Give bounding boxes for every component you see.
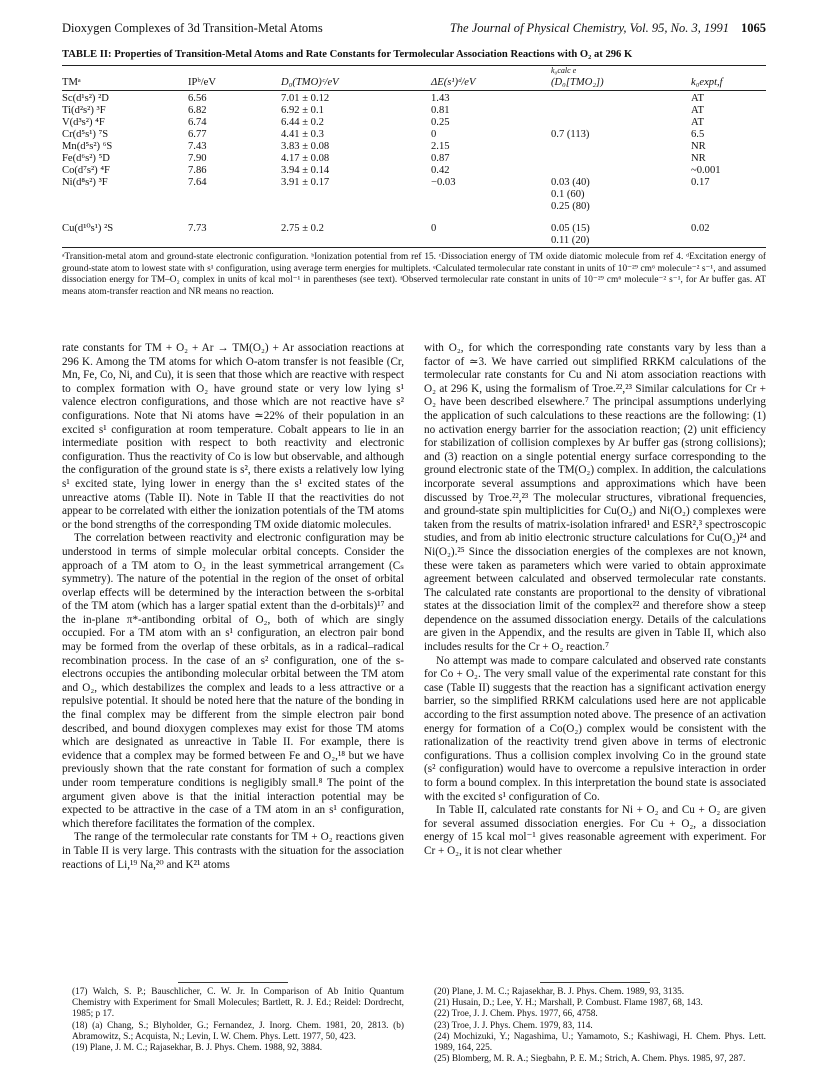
column-header-ip: IPᵇ/eV xyxy=(188,77,216,88)
table-cell-tm: Fe(d⁶s²) ⁵D xyxy=(62,153,110,164)
running-head xyxy=(62,20,766,36)
properties-table xyxy=(62,66,766,247)
table-row xyxy=(62,153,766,165)
reference-item: (17) Walch, S. P.; Bauschlicher, C. W. Jr. In Comparison of Ab Initio Quantum Chemistry with Experiment for Small Molecules; Bartlett, R. J. Ed.; Reidel: Dordrecht, 1985; p 17. xyxy=(72,987,404,1020)
table-cell-tm: Ti(d²s²) ³F xyxy=(62,105,106,116)
table-cell-calc xyxy=(551,117,691,129)
table-cell-ip: 6.77 xyxy=(188,129,207,140)
reference-item: (21) Husain, D.; Lee, Y. H.; Marshall, P. Combust. Flame 1987, 68, 143. xyxy=(434,998,703,1009)
table-cell-expt: ~0.001 xyxy=(691,165,721,176)
left-column xyxy=(62,342,404,872)
table-cell-expt: 0.02 xyxy=(691,223,710,234)
table-spacer-row xyxy=(62,213,766,223)
reference-item: (22) Troe, J. J. Chem. Phys. 1977, 66, 4758. xyxy=(434,1009,598,1020)
table-cell-calc xyxy=(551,105,691,117)
table-cell-d0: 6.92 ± 0.1 xyxy=(281,105,324,116)
table-footnotes: ᵃTransition-metal atom and ground-state electronic configuration. ᵇIonization potential from ref 15. ᶜDissociation energy of TM oxide diatomic molecule from ref 4. ᵈExcitation energy of ground-state atom to lowest state with s¹ configuration, using average term energies for multiplets. ᵉCalculated termolecular rate constant in units of 10⁻²⁹ cm⁶ molecule⁻² s⁻¹, and assumed dissociation energy for TM–O₂ complex in units of kcal mol⁻¹ in parentheses (see text). ᶠObserved termolecular rate constant in units of 10⁻²⁹ cm⁶ molecule⁻² s⁻¹, for Ar buffer gas. AT means atom-transfer reaction and NR means no reaction. xyxy=(62,252,766,297)
table-cell-d0: 4.41 ± 0.3 xyxy=(281,129,324,140)
calc-rate-value xyxy=(551,153,691,165)
reference-list xyxy=(62,982,766,1065)
table-cell-expt: NR xyxy=(691,141,706,152)
table-cell-d0: 4.17 ± 0.08 xyxy=(281,153,330,164)
reference-item: (19) Plane, J. M. C.; Rajasekhar, B. J. Phys. Chem. 1988, 92, 3884. xyxy=(72,1043,323,1054)
table-cell-de: 0.81 xyxy=(431,105,450,116)
references-right xyxy=(424,982,766,1065)
paragraph: rate constants for TM + O₂ + Ar → TM(O₂) + Ar association reactions at 296 K. Among the TM atoms for which O-atom transfer is not feasible (Cr, Mn, Fe, Co, Ni, and Cu), it is seen that those which are reactive with respect to complex formation with O₂ have ground state or very low lying s¹ valence electron configurations, and those which are not reactive have s² configurations. Note that Ni atoms have ≃22% of their population in an excited s¹ configuration at room temperature. Cobalt appears to lie in an intermediate position with respect to both reactivity and electronic configuration. Thus the reactivity of Co is low but observable, and although the configuration of the ground state is s², there exists a relatively low lying s¹ excited state, lying lower in energy than the s¹ excited states of the unreactive atoms (Table II). Note in Table II that the reactivities do not appear to be correlated with either the ionization potentials of the TM atoms or the bond strengths of the corresponding TM oxide diatomic molecules. xyxy=(62,342,404,531)
table-cell-de: 0.25 xyxy=(431,117,450,128)
column-header-k0-expt: k₀expt,f xyxy=(691,77,723,88)
table-cell-calc xyxy=(551,91,691,106)
table-row xyxy=(62,177,766,213)
right-column xyxy=(424,342,766,872)
table-cell-calc xyxy=(551,141,691,153)
journal-citation: The Journal of Physical Chemistry, Vol. 95, No. 3, 1991 xyxy=(449,21,729,35)
body-text-columns xyxy=(62,342,766,872)
calc-rate-value: 0.7 (113) xyxy=(551,129,590,140)
table-bottom-rule xyxy=(62,247,766,248)
journal-page xyxy=(62,20,766,1065)
table-cell-ip: 6.56 xyxy=(188,93,207,104)
calc-rate-superheader: k₀calc e xyxy=(551,66,577,75)
calc-rate-value: 0.11 (20) xyxy=(551,235,590,246)
footnote-rule xyxy=(178,982,288,983)
table-cell-de: 0 xyxy=(431,129,437,140)
table-cell-d0: 3.83 ± 0.08 xyxy=(281,141,330,152)
table-cell-expt: 6.5 xyxy=(691,129,705,140)
article-short-title: Dioxygen Complexes of 3d Transition-Metal Atoms xyxy=(62,21,323,35)
table-cell-ip: 7.43 xyxy=(188,141,207,152)
reference-item: (23) Troe, J. J. Phys. Chem. 1979, 83, 114. xyxy=(434,1020,593,1031)
table-cell-tm: Co(d⁷s²) ⁴F xyxy=(62,165,110,176)
table-cell-de: 1.43 xyxy=(431,93,450,104)
table-cell-de: 0.42 xyxy=(431,165,450,176)
page-number: 1065 xyxy=(741,21,766,35)
calc-rate-value: 0.03 (40) xyxy=(551,177,590,188)
table-cell-de: 2.15 xyxy=(431,141,450,152)
table-cell-calc xyxy=(551,223,691,247)
reference-item: (24) Mochizuki, Y.; Nagashima, U.; Yamamoto, S.; Kashiwagi, H. Chem. Phys. Lett. 1989, 164, 225. xyxy=(434,1031,766,1054)
table-cell-tm: Cu(d¹⁰s¹) ²S xyxy=(62,223,114,234)
calc-rate-value xyxy=(551,117,691,129)
references-left xyxy=(62,982,404,1065)
table-cell-ip: 7.90 xyxy=(188,153,207,164)
column-header-tm: TMᵃ xyxy=(62,77,81,88)
table-cell-expt: AT xyxy=(691,93,704,104)
table-cell-d0: 3.94 ± 0.14 xyxy=(281,165,330,176)
reference-item: (20) Plane, J. M. C.; Rajasekhar, B. J. Phys. Chem. 1989, 93, 3135. xyxy=(434,987,685,997)
table-cell-ip: 7.64 xyxy=(188,177,207,188)
calc-rate-value: 0.1 (60) xyxy=(551,189,585,200)
table-cell-calc xyxy=(551,129,691,141)
table-cell-calc xyxy=(551,177,691,213)
table-cell-de: −0.03 xyxy=(431,177,456,188)
table-body xyxy=(62,91,766,248)
column-header-d0-tmo2: (D₀[TMO₂]) xyxy=(551,77,604,88)
table-cell-d0: 6.44 ± 0.2 xyxy=(281,117,324,128)
calc-rate-value xyxy=(551,141,691,153)
paragraph: The range of the termolecular rate constants for TM + O₂ reactions given in Table II is very large. This contrasts with the situation for the association reactions of Li,¹⁹ Na,²⁰ and K²¹ atoms xyxy=(62,831,404,871)
table-cell-d0: 3.91 ± 0.17 xyxy=(281,177,330,188)
paragraph: In Table II, calculated rate constants for Ni + O₂ and Cu + O₂ are given for several assumed dissociation energies. For Cu + O₂, a dissociation energy of 15 kcal mol⁻¹ gives reasonable agreement with experiment. For Cr + O₂, it is not clear whether xyxy=(424,804,766,857)
table-row xyxy=(62,117,766,129)
table-row xyxy=(62,91,766,106)
table-cell-expt: 0.17 xyxy=(691,177,710,188)
table-row xyxy=(62,105,766,117)
calc-rate-value: 0.05 (15) xyxy=(551,223,590,234)
table-cell-d0: 7.01 ± 0.12 xyxy=(281,93,330,104)
table-cell-tm: Ni(d⁸s²) ³F xyxy=(62,177,108,188)
table-cell-tm: Sc(d¹s²) ²D xyxy=(62,93,109,104)
paragraph: No attempt was made to compare calculated and observed rate constants for Co + O₂. The very small value of the experimental rate constant for this case (Table II) suggests that the reaction has a significant activation energy barrier, so the simplified RRKM calculations used here are not applicable according to the first assumption noted above. The presence of an activation energy for formation of a Co(O₂) complex would be consistent with the rationalization of the reactivity trend given above in terms of electronic configurations. Thus a collision complex involving Co in the ground state (s² configuration) would have to overcome a repulsive interaction in order to form a bound complex. In this interpretation the bound state is associated with the excited s¹ configuration of Co. xyxy=(424,654,766,803)
calc-rate-value xyxy=(551,93,691,105)
table-cell-tm: Cr(d⁵s¹) ⁷S xyxy=(62,129,109,140)
footnote-rule xyxy=(540,982,650,983)
table-cell-de: 0.87 xyxy=(431,153,450,164)
calc-rate-value: 0.25 (80) xyxy=(551,201,590,212)
running-head-right xyxy=(450,20,766,36)
column-header-d0-tmo: D₀(TMO)ᶜ/eV xyxy=(281,77,339,88)
table-cell-expt: AT xyxy=(691,105,704,116)
reference-item: (25) Blomberg, M. R. A.; Siegbahn, P. E. M.; Strich, A. Chem. Phys. 1985, 97, 287. xyxy=(434,1054,746,1065)
table-cell-calc xyxy=(551,165,691,177)
table-cell-d0: 2.75 ± 0.2 xyxy=(281,223,324,234)
table-cell-tm: V(d³s²) ⁴F xyxy=(62,117,105,128)
column-header-delta-e: ΔE(s¹)ᵈ/eV xyxy=(431,77,476,88)
table-cell-ip: 7.73 xyxy=(188,223,207,234)
table-cell-ip: 7.86 xyxy=(188,165,207,176)
table-row xyxy=(62,165,766,177)
table-cell-ip: 6.82 xyxy=(188,105,207,116)
calc-rate-value xyxy=(551,105,691,117)
table-row xyxy=(62,141,766,153)
table-row xyxy=(62,223,766,247)
paragraph: The correlation between reactivity and electronic configuration may be understood in terms of simple molecular orbital concepts. Consider the approach of a TM atom to O₂ in the least symmetrical arrangement (Cₛ symmetry). The nature of the potential in the region of the onset of orbital overlap effects will be determined by the interaction between the s-orbital of the TM atom (which has a larger spatial extent than the d-orbitals)¹⁷ and the in-plane π*-antibonding orbital of O₂, both of which are singly occupied. For a TM atom with an s¹ configuration, an electron pair bond may be formed from the overlap of these orbitals, as in a radical–radical recombination process. In the case of an s² configuration, one of the s-electrons occupies the antibonding molecular orbital between the TM atom and O₂, which destabilizes the complex and leads to a less attractive or a repulsive potential. It should be noted here that the nature of the bonding in the final complex may be different from the simple electron pair bond described, and bound dioxygen complexes may exist for those TM atoms which are designated as unreactive in Table II. For example, there is evidence that a complex may be formed between Fe and O₂,¹⁸ but we have previously shown that the rate constant for formation of such a complex under room temperature conditions is negligibly small.⁸ The point of the argument given above is that the initial interaction potential may be expected to be attractive in the case of a TM atom in an s¹ configuration, which therefore facilitates the formation of the complex. xyxy=(62,532,404,830)
calc-rate-value xyxy=(551,165,691,177)
table-cell-ip: 6.74 xyxy=(188,117,207,128)
table-cell-de: 0 xyxy=(431,223,437,234)
table-cell-expt: NR xyxy=(691,153,706,164)
reference-item: (18) (a) Chang, S.; Blyholder, G.; Fernandez, J. Inorg. Chem. 1981, 20, 2813. (b) Abramowitz, S.; Acquista, N.; Levin, I. W. Chem. Phys. Lett. 1977, 50, 423. xyxy=(72,1020,404,1042)
table-cell-calc xyxy=(551,153,691,165)
table-cell-tm: Mn(d⁵s²) ⁶S xyxy=(62,141,113,152)
table-cell-expt: AT xyxy=(691,117,704,128)
paragraph: with O₂, for which the corresponding rate constants vary by less than a factor of ≃3. We have carried out simplified RRKM calculations of the termolecular rate constants for Cu and Ni atom association reactions with O₂ at 296 K, using the formalism of Troe.²²,²³ Similar calculations for Cr + O₂ have been described elsewhere.⁷ The principal assumptions underlying the application of such calculations to these reactions are the following: (1) no activation energy barrier for the association reaction; (2) unit efficiency for stabilization of collision complexes by Ar buffer gas (strong collisions); and (3) reaction on a single potential energy surface corresponding to the ground electronic state of the TM(O₂) complex. In addition, the calculations incorporate several assumptions and approximations which have been discussed by Troe.²²,²³ The molecular structures, vibrational frequencies, and ground-state spin multiplicities for Cu(O₂) and Ni(O₂) complexes were taken from the results of matrix-isolation infrared¹ and ESR²,³ spectroscopic studies, and from ab initio electronic structure calculations for Cu(O₂)²⁴ and Ni(O₂).²⁵ Since the dissociation energies of the complexes are not known, these were taken as parameters which were varied to obtain approximate agreement between calculated and observed termolecular rate constants. The calculated rate constants are proportional to the density of vibrational states at the dissociation limit of the complex²² and therefore show a steep dependence on the assumed dissociation energy. Details of the calculations are given in the Appendix, and the results are given in Table II, which also includes results for the Cr + O₂ reaction.⁷ xyxy=(424,342,766,654)
table-row xyxy=(62,129,766,141)
table-caption: TABLE II: Properties of Transition-Metal Atoms and Rate Constants for Termolecular Association Reactions with O₂ at 296 K xyxy=(62,49,633,60)
